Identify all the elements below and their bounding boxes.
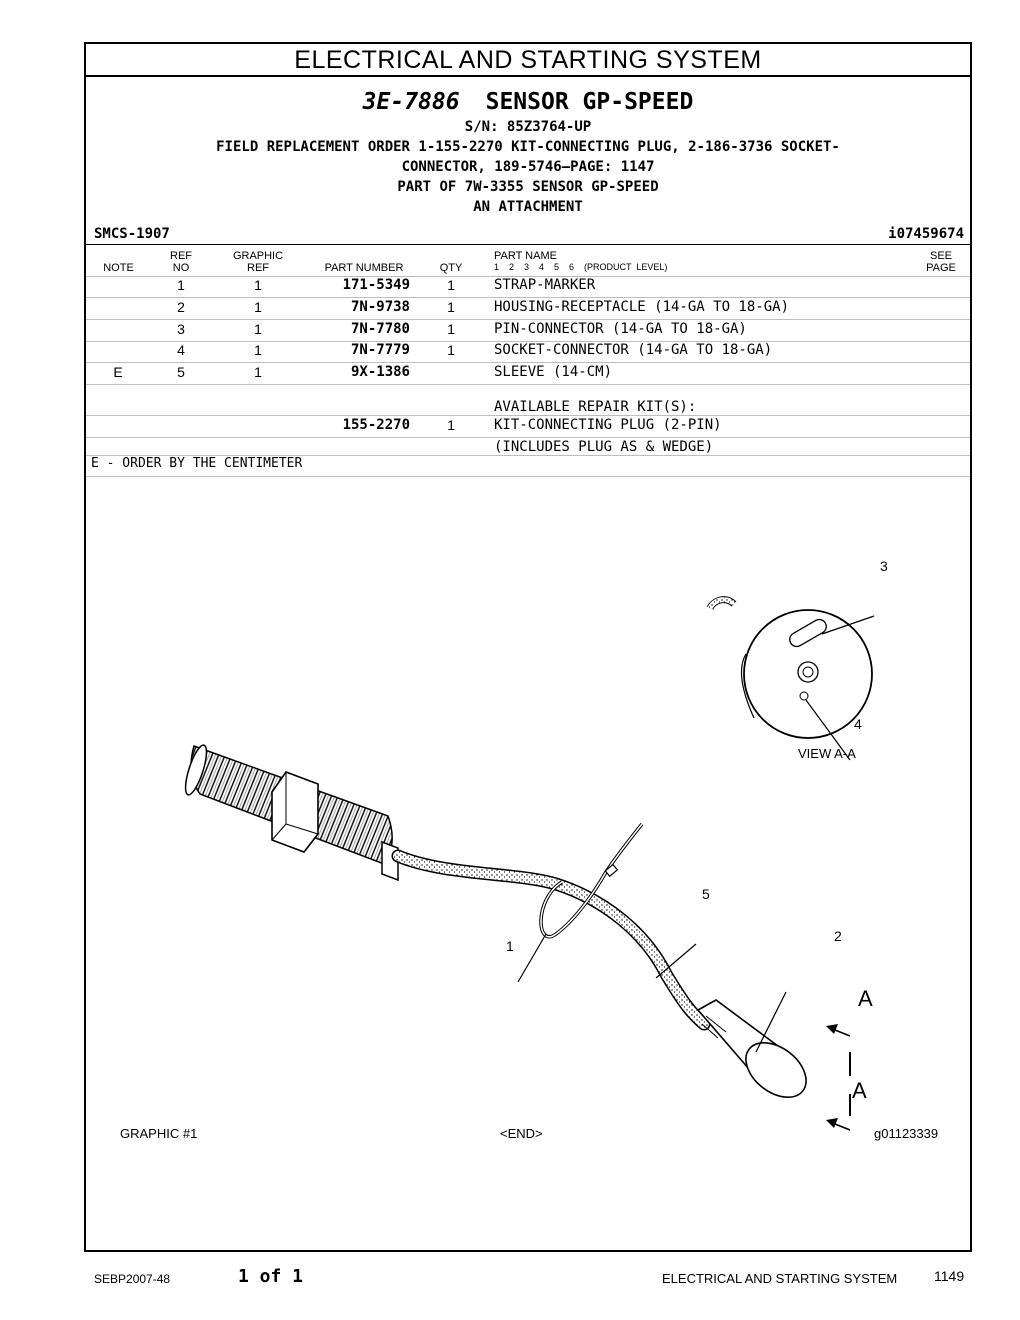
footnote-rule	[86, 476, 970, 477]
row-part-name: SOCKET-CONNECTOR (14-GA TO 18-GA)	[494, 342, 773, 358]
row-rule	[86, 384, 970, 385]
graphic-id: g01123339	[874, 1126, 939, 1141]
col-see-page-bottom: PAGE	[926, 262, 956, 274]
kit-qty: 1	[447, 417, 455, 433]
row-note: E	[113, 364, 123, 380]
col-note: NOTE	[103, 262, 134, 274]
col-product-level: 1 2 3 4 5 6 (PRODUCT LEVEL)	[494, 262, 668, 272]
row-graphic-ref: 1	[254, 299, 262, 315]
part-of-line: PART OF 7W-3355 SENSOR GP-SPEED	[397, 179, 659, 195]
col-graphic-bottom: REF	[247, 262, 269, 274]
section-marker-top: A	[858, 986, 873, 1011]
footer-page-number: 1149	[934, 1268, 965, 1284]
row-ref-no: 4	[177, 342, 185, 358]
row-rule	[86, 415, 970, 416]
col-graphic-top: GRAPHIC	[232, 250, 284, 262]
row-graphic-ref: 1	[254, 277, 262, 293]
row-graphic-ref: 1	[254, 364, 262, 380]
kit-part-number: 155-2270	[342, 417, 410, 433]
graphic-label: GRAPHIC #1	[120, 1126, 198, 1141]
kit-includes: (INCLUDES PLUG AS & WEDGE)	[494, 439, 714, 455]
row-graphic-ref: 1	[254, 321, 262, 337]
section-marker-bottom: A	[852, 1078, 867, 1103]
section-title: ELECTRICAL AND STARTING SYSTEM	[86, 44, 970, 77]
col-ref-bottom: NO	[172, 262, 190, 274]
housing-receptacle	[698, 1000, 816, 1108]
field-replacement-line-1: FIELD REPLACEMENT ORDER 1-155-2270 KIT-CONNECTING PLUG, 2-186-3736 SOCKET-	[216, 139, 840, 155]
col-part-number: PART NUMBER	[324, 262, 404, 274]
row-qty: 1	[447, 299, 455, 315]
row-part-name: STRAP-MARKER	[494, 277, 596, 293]
end-label: <END>	[500, 1126, 543, 1141]
sleeve-cable	[398, 856, 704, 1024]
callout-1: 1	[506, 938, 514, 954]
row-part-number: 9X-1386	[350, 364, 410, 380]
field-replacement-line-2: CONNECTOR, 189-5746—PAGE: 1147	[401, 159, 655, 175]
col-ref-top: REF	[170, 250, 192, 262]
view-a-a-detail	[710, 600, 872, 738]
row-ref-no: 2	[177, 299, 185, 315]
parts-illustration	[86, 504, 970, 1144]
row-rule	[86, 297, 970, 298]
row-graphic-ref: 1	[254, 342, 262, 358]
row-part-number: 7N-7779	[350, 342, 410, 358]
row-part-name: SLEEVE (14-CM)	[494, 364, 613, 380]
title-part-number: 3E-7886	[362, 89, 460, 115]
callout-3: 3	[880, 558, 888, 574]
row-part-number: 7N-7780	[350, 321, 410, 337]
footnote: E - ORDER BY THE CENTIMETER	[91, 456, 303, 471]
row-rule	[86, 319, 970, 320]
row-ref-no: 5	[177, 364, 185, 380]
footer-page-of: 1 of 1	[238, 1266, 304, 1287]
row-part-name: HOUSING-RECEPTACLE (14-GA TO 18-GA)	[494, 299, 790, 315]
footer-doc-number: SEBP2007-48	[94, 1272, 171, 1286]
table-top-rule	[86, 244, 970, 245]
row-ref-no: 3	[177, 321, 185, 337]
row-part-number: 171-5349	[342, 277, 410, 293]
col-see-page-top: SEE	[929, 250, 952, 262]
page-frame	[84, 42, 972, 1252]
document-id: i07459674	[888, 226, 964, 242]
part-title	[86, 88, 970, 116]
attachment-line: AN ATTACHMENT	[473, 199, 583, 215]
col-qty: QTY	[439, 262, 463, 274]
row-rule	[86, 437, 970, 438]
callout-2: 2	[834, 928, 842, 944]
repair-kits-label: AVAILABLE REPAIR KIT(S):	[494, 399, 697, 415]
callout-5: 5	[702, 886, 710, 902]
serial-number: S/N: 85Z3764-UP	[464, 119, 592, 135]
section-arrows	[826, 1024, 850, 1130]
title-part-name: SENSOR GP-SPEED	[485, 89, 694, 115]
row-qty: 1	[447, 342, 455, 358]
row-ref-no: 1	[177, 277, 185, 293]
kit-part-name: KIT-CONNECTING PLUG (2-PIN)	[494, 417, 722, 433]
sensor-body	[181, 743, 398, 880]
col-part-name: PART NAME	[494, 250, 557, 262]
view-label: VIEW A-A	[798, 746, 856, 761]
row-rule	[86, 362, 970, 363]
row-qty: 1	[447, 277, 455, 293]
smcs-code: SMCS-1907	[94, 226, 170, 242]
row-part-name: PIN-CONNECTOR (14-GA TO 18-GA)	[494, 321, 747, 337]
callout-4: 4	[854, 716, 862, 732]
row-qty: 1	[447, 321, 455, 337]
row-part-number: 7N-9738	[350, 299, 410, 315]
footer-section: ELECTRICAL AND STARTING SYSTEM	[662, 1271, 898, 1286]
